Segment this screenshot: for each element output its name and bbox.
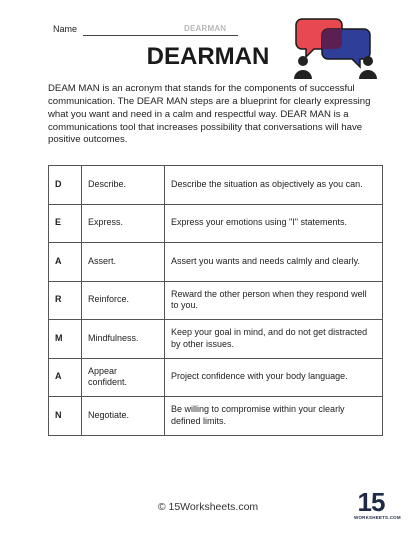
logo-number: 15 [357, 487, 385, 517]
name-label: Name [53, 24, 78, 34]
step-word: Assert. [82, 243, 165, 282]
step-word: Negotiate. [82, 397, 165, 436]
table-row [49, 204, 383, 243]
step-description: Reward the other person when they respond well to you. [165, 281, 383, 320]
table-row [49, 281, 383, 320]
footer-copyright: © 15Worksheets.com [157, 501, 259, 513]
step-letter: A [49, 243, 82, 282]
step-letter: D [49, 166, 82, 205]
worksheets-logo [354, 487, 401, 529]
table-row [49, 243, 383, 282]
person-left-body [294, 70, 312, 79]
logo-text: WORKSHEETS.COM [354, 515, 401, 520]
intro-paragraph: DEAM MAN is an acronym that stands for the components of successful communication. The DEAR MAN steps are a blueprint for clearly expressing what you want and need in a calm and respectful way. DEAR MAN is a communications tool that increases possibility that conversations will have positive outcomes. [48, 83, 371, 146]
conversation-people-icon [292, 15, 380, 81]
step-word: Appear confident. [82, 358, 165, 397]
step-description: Keep your goal in mind, and do not get distracted by other issues. [165, 320, 383, 359]
name-row [53, 24, 227, 34]
step-letter: A [49, 358, 82, 397]
dearman-table [48, 165, 383, 436]
step-letter: N [49, 397, 82, 436]
step-description: Assert you wants and needs calmly and clearly. [165, 243, 383, 282]
table-row [49, 397, 383, 436]
table-row [49, 358, 383, 397]
speech-bubble-overlap [322, 29, 342, 49]
name-line[interactable] [83, 35, 238, 36]
step-word: Mindfulness. [82, 320, 165, 359]
worksheet-tag: DEARMAN [184, 24, 227, 33]
person-right-body [359, 70, 377, 79]
step-word: Express. [82, 204, 165, 243]
step-letter: R [49, 281, 82, 320]
table-row [49, 166, 383, 205]
person-left-head [298, 56, 308, 66]
step-letter: M [49, 320, 82, 359]
step-description: Project confidence with your body language. [165, 358, 383, 397]
step-letter: E [49, 204, 82, 243]
step-word: Describe. [82, 166, 165, 205]
step-word: Reinforce. [82, 281, 165, 320]
page-title: DEARMAN [146, 43, 270, 70]
table-row [49, 320, 383, 359]
step-description: Be willing to compromise within your clearly defined limits. [165, 397, 383, 436]
step-description: Express your emotions using "I" statements. [165, 204, 383, 243]
person-right-head [363, 56, 373, 66]
step-description: Describe the situation as objectively as you can. [165, 166, 383, 205]
